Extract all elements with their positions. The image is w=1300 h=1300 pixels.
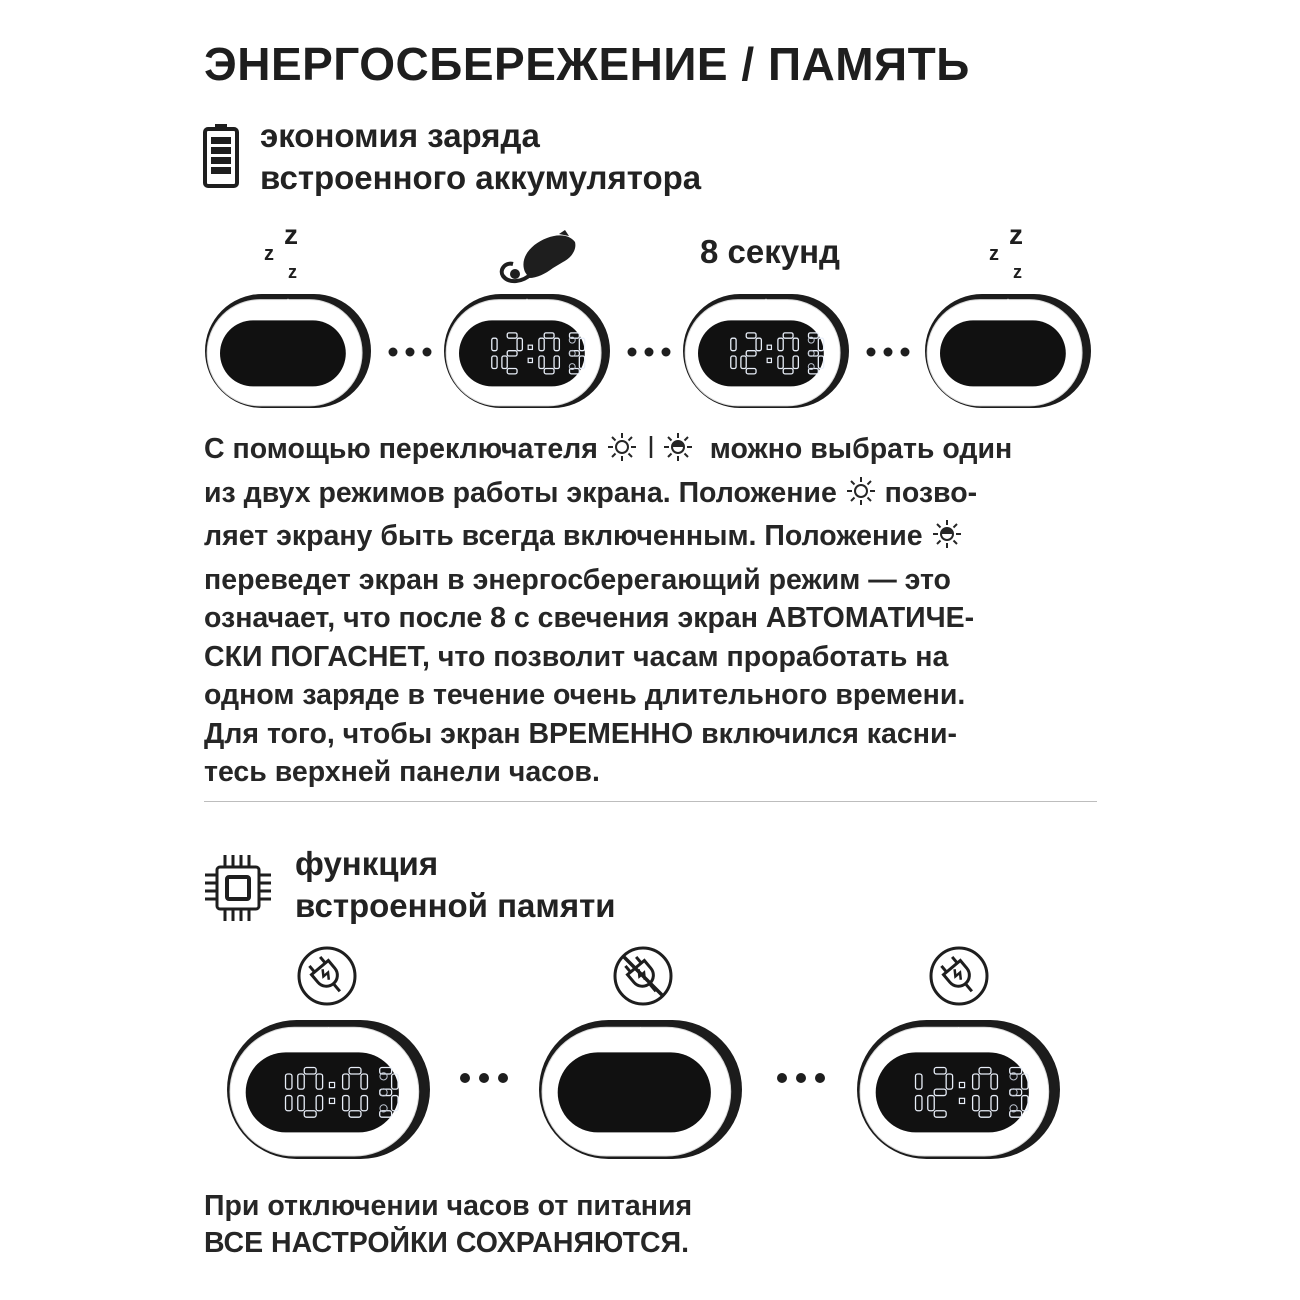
heading-line: экономия заряда — [260, 117, 540, 154]
paragraph-line: ляет экрану быть всегда включенным. Положение — [204, 517, 1119, 561]
brightness-switch-icon — [606, 431, 702, 474]
svg-text:z: z — [1009, 222, 1023, 250]
memory-heading — [295, 843, 616, 927]
plug-disconnected-icon — [612, 945, 674, 1012]
page-title: ЭНЕРГОСБЕРЕЖЕНИЕ / ПАМЯТЬ — [204, 38, 970, 90]
power-saving-description — [204, 430, 1119, 792]
sequence-dots — [864, 345, 914, 364]
sequence-dots — [386, 345, 436, 364]
clock-display-off — [203, 292, 373, 410]
paragraph-line: из двух режимов работы экрана. Положение позво- — [204, 474, 1119, 518]
svg-text:z: z — [1013, 262, 1022, 282]
hand-touch-icon — [497, 228, 581, 291]
paragraph-line: одном заряде в течение очень длительного времени. — [204, 679, 966, 711]
clock-display-on — [442, 292, 612, 410]
paragraph-line: СКИ ПОГАСНЕТ, что позволит часам проработать на — [204, 640, 949, 673]
clock-display-off — [537, 1018, 744, 1161]
clock-display-off — [923, 292, 1093, 410]
memory-note — [204, 1188, 692, 1262]
paragraph-line: С помощью переключателя можно выбрать один — [204, 430, 1119, 474]
section-divider — [204, 801, 1097, 802]
heading-line: встроенного аккумулятора — [260, 159, 702, 196]
svg-text:z: z — [284, 222, 298, 250]
sun-half-icon — [931, 518, 963, 561]
note-line: ВСЕ НАСТРОЙКИ СОХРАНЯЮТСЯ. — [204, 1227, 690, 1259]
heading-line: встроенной памяти — [295, 887, 616, 924]
heading-line: функция — [295, 845, 439, 882]
paragraph-line: переведет экран в энергосберегающий режим — это — [204, 563, 951, 596]
note-line: При отключении часов от питания — [204, 1190, 693, 1222]
sequence-dots — [458, 1071, 510, 1090]
svg-text:z: z — [264, 243, 274, 265]
paragraph-line: Для того, чтобы экран ВРЕМЕННО включился касни- — [204, 717, 957, 750]
clock-display-on — [681, 292, 851, 410]
clock-display-on — [225, 1018, 432, 1161]
chip-icon — [203, 853, 273, 923]
svg-text:z: z — [989, 243, 999, 265]
battery-icon — [203, 124, 239, 188]
sequence-dots — [775, 1071, 827, 1090]
power-saving-heading — [260, 115, 701, 199]
sequence-dots — [625, 345, 675, 364]
sleep-zzz-icon — [987, 222, 1037, 287]
paragraph-line: тесь верхней панели часов. — [204, 756, 600, 788]
paragraph-line: означает, что после 8 с свечения экран АВТОМАТИЧЕ- — [204, 602, 975, 634]
eight-seconds-label: 8 секунд — [700, 233, 840, 270]
plug-connected-icon — [928, 945, 990, 1012]
clock-display-on — [855, 1018, 1062, 1161]
plug-connected-icon — [296, 945, 358, 1012]
sleep-zzz-icon — [262, 222, 312, 287]
svg-text:z: z — [288, 262, 297, 282]
sun-always-on-icon — [845, 475, 877, 518]
